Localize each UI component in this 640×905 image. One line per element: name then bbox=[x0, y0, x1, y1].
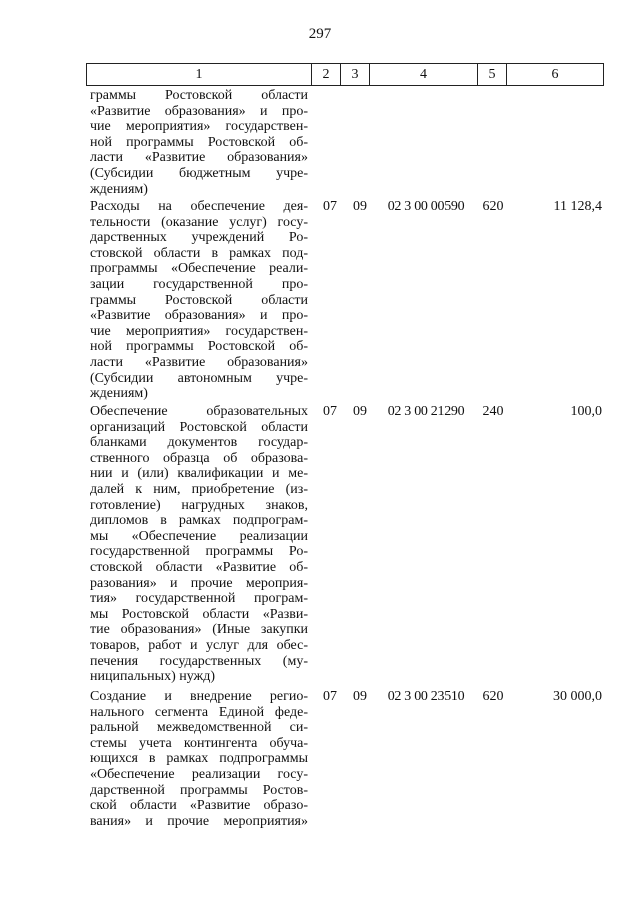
description-line: зации государственной про- bbox=[90, 276, 308, 292]
description-line: (Субсидии бюджетным учре- bbox=[90, 165, 308, 181]
description-line: ской области «Развитие образо- bbox=[90, 798, 308, 814]
description-line: ющихся в рамках подпрограммы bbox=[90, 751, 308, 767]
description-line: ласти «Развитие образования» bbox=[90, 354, 308, 370]
description-line: ной программы Ростовской об- bbox=[90, 339, 308, 355]
cell-target-code: 02 3 00 00590 bbox=[387, 199, 465, 214]
row-description bbox=[90, 689, 308, 829]
description-line: товаров, работ и услуг для обес- bbox=[90, 637, 308, 653]
cell-expense-type: 620 bbox=[482, 689, 504, 704]
column-header-table bbox=[86, 63, 604, 86]
description-line: тия» государственной програм- bbox=[90, 591, 308, 607]
description-line: мы «Обеспечение реализации bbox=[90, 528, 308, 544]
description-line: стемы учета контингента обуча- bbox=[90, 735, 308, 751]
description-line: тие образования» (Иные закупки bbox=[90, 622, 308, 638]
description-line: Создание и внедрение регио- bbox=[90, 689, 308, 704]
row-description bbox=[90, 404, 308, 685]
description-line: ждениям) bbox=[90, 386, 148, 402]
description-line: Расходы на обеспечение дея- bbox=[90, 199, 308, 214]
description-line: тельности (оказание услуг) госу- bbox=[90, 214, 308, 230]
description-line: разования» и прочие мероприя- bbox=[90, 575, 308, 591]
cell-section: 07 bbox=[323, 689, 337, 704]
description-line: организаций Ростовской области bbox=[90, 419, 308, 435]
description-line: далей к ним, приобретение (из- bbox=[90, 481, 308, 497]
description-line: граммы Ростовской области bbox=[90, 88, 308, 103]
description-line: печения государственных (му- bbox=[90, 653, 308, 669]
description-line: нии и (или) квалификации и ме- bbox=[90, 466, 308, 482]
description-line: ниципальных) нужд) bbox=[90, 669, 215, 685]
cell-subsection: 09 bbox=[353, 404, 367, 419]
cell-target-code: 02 3 00 23510 bbox=[387, 689, 465, 704]
description-line: мы Ростовской области «Разви- bbox=[90, 606, 308, 622]
column-header-row bbox=[87, 64, 604, 86]
cell-target-code: 02 3 00 21290 bbox=[387, 404, 465, 419]
description-line: ласти «Развитие образования» bbox=[90, 150, 308, 166]
column-header-3: 3 bbox=[341, 64, 370, 86]
description-line: ральной межведомственной си- bbox=[90, 720, 308, 736]
description-line: «Обеспечение реализации госу- bbox=[90, 766, 308, 782]
cell-expense-type: 240 bbox=[482, 404, 504, 419]
description-line: вания» и прочие мероприятия» bbox=[90, 813, 308, 829]
description-line: (Субсидии автономным учре- bbox=[90, 370, 308, 386]
cell-amount: 11 128,4 bbox=[553, 199, 602, 214]
cell-subsection: 09 bbox=[353, 199, 367, 214]
column-header-1: 1 bbox=[87, 64, 312, 86]
row-description bbox=[90, 199, 308, 402]
column-header-2: 2 bbox=[312, 64, 341, 86]
cell-section: 07 bbox=[323, 199, 337, 214]
description-line: ждениям) bbox=[90, 181, 148, 197]
column-header-5: 5 bbox=[478, 64, 507, 86]
description-line: чие мероприятия» государствен- bbox=[90, 323, 308, 339]
description-line: «Развитие образования» и про- bbox=[90, 308, 308, 324]
description-line: «Развитие образования» и про- bbox=[90, 103, 308, 119]
description-line: дарственной программы Ростов- bbox=[90, 782, 308, 798]
description-line: ственного образца об образова- bbox=[90, 450, 308, 466]
description-line: бланками документов государ- bbox=[90, 435, 308, 451]
description-line: чие мероприятия» государствен- bbox=[90, 119, 308, 135]
cell-section: 07 bbox=[323, 404, 337, 419]
row-description bbox=[90, 88, 308, 197]
cell-amount: 30 000,0 bbox=[553, 689, 602, 704]
description-line: дипломов в рамках подпрограм- bbox=[90, 513, 308, 529]
page-number: 297 bbox=[308, 26, 332, 42]
cell-expense-type: 620 bbox=[482, 199, 504, 214]
description-line: граммы Ростовской области bbox=[90, 292, 308, 308]
description-line: нального сегмента Единой феде- bbox=[90, 704, 308, 720]
description-line: программы «Обеспечение реали- bbox=[90, 261, 308, 277]
description-line: стовской области «Развитие об- bbox=[90, 559, 308, 575]
description-line: дарственных учреждений Ро- bbox=[90, 230, 308, 246]
cell-subsection: 09 bbox=[353, 689, 367, 704]
description-line: Обеспечение образовательных bbox=[90, 404, 308, 419]
column-header-6: 6 bbox=[507, 64, 604, 86]
cell-amount: 100,0 bbox=[570, 404, 602, 419]
description-line: ной программы Ростовской об- bbox=[90, 134, 308, 150]
description-line: стовской области в рамках под- bbox=[90, 245, 308, 261]
description-line: государственной программы Ро- bbox=[90, 544, 308, 560]
column-header-4: 4 bbox=[370, 64, 478, 86]
description-line: готовление) нагрудных знаков, bbox=[90, 497, 308, 513]
